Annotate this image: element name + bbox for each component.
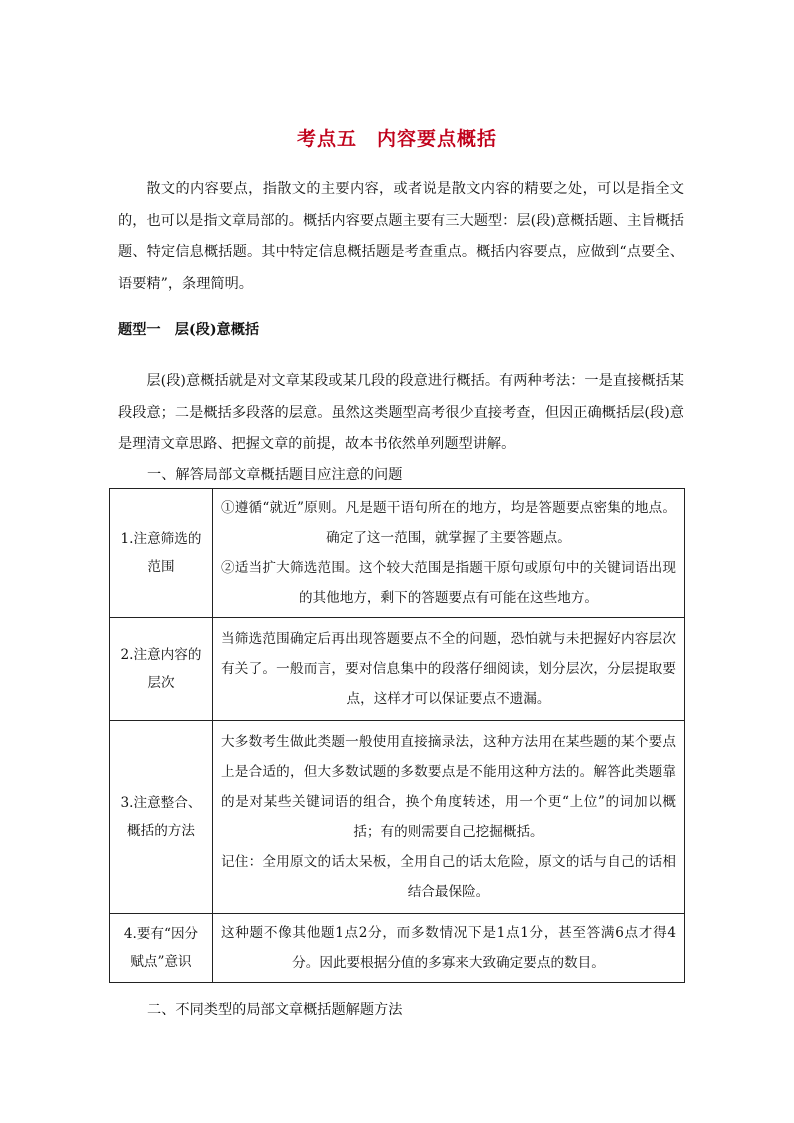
row-line: 当筛选范围确定后再出现答题要点不全的问题，恐怕就与未把握好内容层次有关了。一般而言，要对信息集中的段落仔细阅读，划分层次，分层提取要点，这样才可以保证要点不遗漏。 [221, 631, 676, 707]
type1-heading: 题型一 层(段)意概括 [118, 322, 260, 338]
table-row [110, 489, 685, 618]
table-row [110, 618, 685, 721]
row-label: 3.注意整合、概括的方法 [110, 721, 213, 914]
row-label: 4.要有“因分赋点”意识 [110, 914, 213, 983]
intro-paragraph: 散文的内容要点，指散文的主要内容，或者说是散文内容的精要之处，可以是指全文的，也可以是指文章局部的。概括内容要点题主要有三大题型：层(段)意概括题、主旨概括题、特定信息概括题。其中特定信息概括题是考查重点。概括内容要点，应做到“点要全、语要精”，条理简明。 [118, 181, 684, 292]
type1-paragraph: 层(段)意概括就是对文章某段或某几段的段意进行概括。有两种考法：一是直接概括某段段意；二是概括多段落的层意。虽然这类题型高考很少直接考查，但因正确概括层(段)意是理清文章思路、把握文章的前提，故本书依然单列题型讲解。 [118, 373, 684, 452]
page-title: 考点五 内容要点概括 [296, 128, 497, 150]
row-line: ①遵循“就近”原则。凡是题干语句所在的地方，均是答题要点密集的地点。确定了这一范围，就掌握了主要答题点。 [221, 500, 676, 546]
notes-table [109, 488, 685, 983]
row-content [213, 914, 685, 983]
row-line: ②适当扩大筛选范围。这个较大范围是指题干原句或原句中的关键词语出现的其他地方，剩下的答题要点有可能在这些地方。 [221, 560, 676, 606]
section-heading-2: 二、不同类型的局部文章概括题解题方法 [147, 1002, 403, 1018]
row-content [213, 618, 685, 721]
table-row [110, 721, 685, 914]
section-heading-1: 一、解答局部文章概括题目应注意的问题 [147, 467, 403, 483]
row-label: 1.注意筛选的范围 [110, 489, 213, 618]
table-row [110, 914, 685, 983]
row-line: 大多数考生做此类题一般使用直接摘录法，这种方法用在某些题的某个要点上是合适的，但大多数试题的多数要点是不能用这种方法的。解答此类题靠的是对某些关键词语的组合，换个角度转述，用一个更“上位”的词加以概括；有的则需要自己挖掘概括。 [221, 734, 676, 840]
row-content [213, 721, 685, 914]
row-line: 记住：全用原文的话太呆板，全用自己的话太危险，原文的话与自己的话相结合最保险。 [221, 854, 676, 900]
row-content [213, 489, 685, 618]
row-label: 2.注意内容的层次 [110, 618, 213, 721]
row-line: 这种题不像其他题1点2分，而多数情况下是1点1分，甚至答满6点才得4分。因此要根据分值的多寡来大致确定要点的数目。 [221, 925, 676, 971]
